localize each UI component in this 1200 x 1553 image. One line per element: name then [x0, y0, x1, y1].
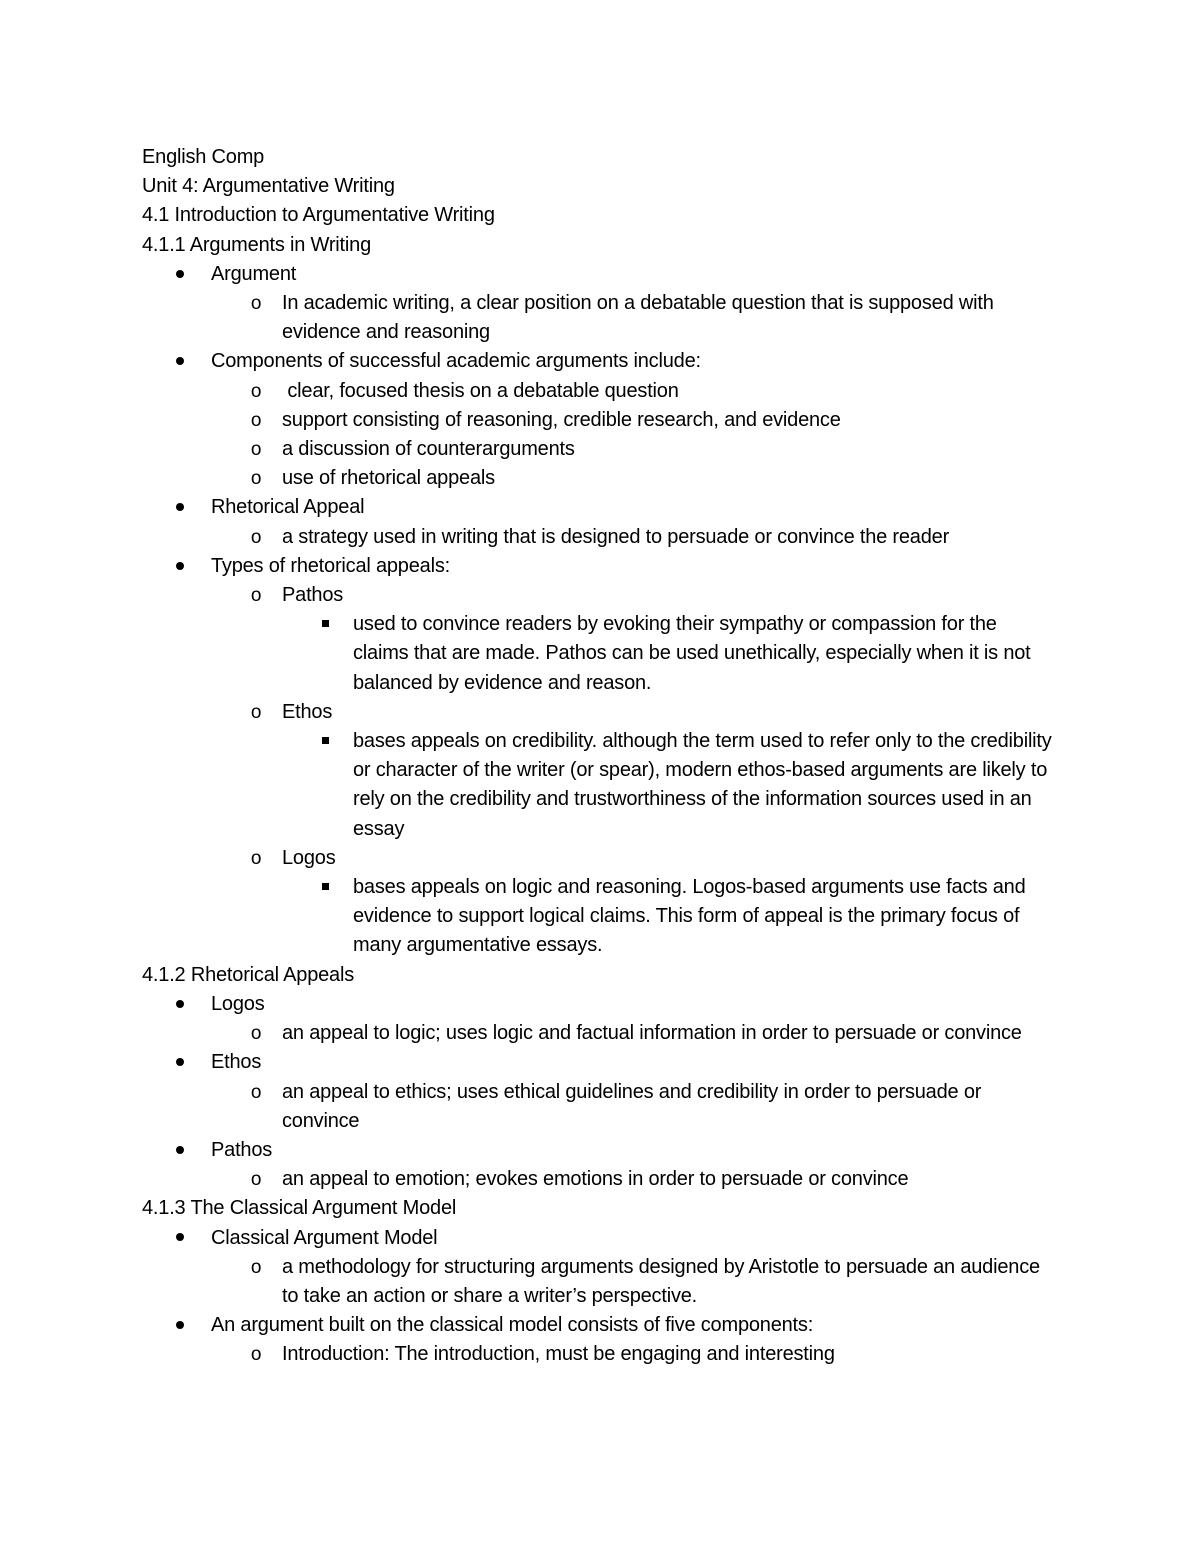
list-item — [142, 464, 1072, 493]
subsection-heading-4-1-3: 4.1.3 The Classical Argument Model — [142, 1197, 457, 1220]
square-bullet-icon — [317, 873, 333, 902]
unit-title: Unit 4: Argumentative Writing — [142, 175, 395, 198]
list-item — [142, 435, 1072, 464]
list-item — [142, 1165, 1072, 1194]
hollow-bullet-icon: o — [250, 380, 262, 402]
term-pathos: Pathos — [211, 1138, 273, 1161]
subsection-heading-4-1-1: 4.1.1 Arguments in Writing — [142, 233, 371, 256]
hollow-bullet-icon: o — [250, 293, 262, 315]
hollow-bullet-icon: o — [250, 439, 262, 461]
hollow-bullet-icon: o — [250, 585, 262, 607]
list-item — [142, 1136, 1072, 1165]
list-item — [142, 1311, 1072, 1340]
hollow-bullet-icon: o — [250, 1344, 262, 1366]
term-ethos: Ethos — [211, 1051, 262, 1074]
list-item — [142, 377, 1072, 406]
bullet-icon — [172, 347, 188, 376]
type-logos: Logos — [282, 846, 336, 869]
component-item: a discussion of counterarguments — [282, 438, 575, 461]
list-item — [142, 844, 1072, 873]
hollow-bullet-icon: o — [250, 1256, 262, 1278]
term-classical-model: Classical Argument Model — [211, 1226, 438, 1249]
component-item: clear, focused thesis on a debatable question — [282, 379, 679, 402]
list-item — [142, 1224, 1072, 1253]
square-bullet-icon — [317, 610, 333, 639]
list-item — [142, 1253, 1072, 1311]
term-argument: Argument — [211, 262, 297, 285]
hollow-bullet-icon: o — [250, 1081, 262, 1103]
type-ethos: Ethos — [282, 700, 333, 723]
list-item — [142, 1048, 1072, 1077]
hollow-bullet-icon: o — [250, 468, 262, 490]
component-item: support consisting of reasoning, credible research, and evidence — [282, 408, 841, 431]
list-item — [142, 260, 1072, 289]
bullet-icon — [172, 552, 188, 581]
bullet-icon — [172, 1224, 188, 1253]
definition-argument: In academic writing, a clear position on a debatable question that is supposed with evidence and reasoning — [282, 292, 994, 344]
definition-logos: an appeal to logic; uses logic and factual information in order to persuade or convince — [282, 1022, 1022, 1045]
classical-components-label: An argument built on the classical model consists of five components: — [211, 1314, 814, 1337]
type-logos-desc: bases appeals on logic and reasoning. Logos-based arguments use facts and evidence to support logical claims. This form of appeal is the primary focus of many argumentative essays. — [353, 876, 1026, 957]
list-item — [142, 1019, 1072, 1048]
hollow-bullet-icon: o — [250, 1169, 262, 1191]
list-item — [142, 727, 1072, 844]
list-item — [142, 1340, 1072, 1369]
hollow-bullet-icon: o — [250, 847, 262, 869]
components-label: Components of successful academic arguments include: — [211, 350, 701, 373]
definition-rhetorical-appeal: a strategy used in writing that is designed to persuade or convince the reader — [282, 525, 950, 548]
type-ethos-desc: bases appeals on credibility. although the term used to refer only to the credibility or character of the writer (or spear), modern ethos-based arguments are likely to rely on the credibility and trustworthiness of the information sources used in an essay — [353, 730, 1052, 840]
hollow-bullet-icon: o — [250, 409, 262, 431]
list-item — [142, 552, 1072, 581]
bullet-icon — [172, 990, 188, 1019]
list-item — [142, 990, 1072, 1019]
list-item — [142, 493, 1072, 522]
list-item — [142, 873, 1072, 961]
hollow-bullet-icon: o — [250, 526, 262, 548]
definition-pathos: an appeal to emotion; evokes emotions in order to persuade or convince — [282, 1168, 909, 1191]
type-pathos: Pathos — [282, 584, 344, 607]
hollow-bullet-icon: o — [250, 1023, 262, 1045]
definition-classical-model: a methodology for structuring arguments designed by Aristotle to persuade an audience to take an action or share a writer’s perspective. — [282, 1255, 1040, 1307]
list-item — [142, 610, 1072, 698]
list-item — [142, 698, 1072, 727]
square-bullet-icon — [317, 727, 333, 756]
classical-component-item: Introduction: The introduction, must be engaging and interesting — [282, 1343, 835, 1366]
bullet-icon — [172, 1311, 188, 1340]
notes-body — [142, 143, 1072, 1370]
list-item — [142, 581, 1072, 610]
term-logos: Logos — [211, 992, 265, 1015]
component-item: use of rhetorical appeals — [282, 467, 495, 490]
bullet-icon — [172, 260, 188, 289]
list-item — [142, 289, 1072, 347]
bullet-icon — [172, 1136, 188, 1165]
type-pathos-desc: used to convince readers by evoking their sympathy or compassion for the claims that are made. Pathos can be used unethically, especially when it is not balanced by evidence and reason. — [353, 613, 1031, 694]
list-item — [142, 1078, 1072, 1136]
list-item — [142, 523, 1072, 552]
hollow-bullet-icon: o — [250, 701, 262, 723]
course-title: English Comp — [142, 146, 265, 168]
term-rhetorical-appeal: Rhetorical Appeal — [211, 496, 365, 519]
section-heading: 4.1 Introduction to Argumentative Writing — [142, 204, 495, 227]
definition-ethos: an appeal to ethics; uses ethical guidelines and credibility in order to persuade or convince — [282, 1080, 982, 1132]
list-item — [142, 406, 1072, 435]
list-item — [142, 347, 1072, 376]
types-label: Types of rhetorical appeals: — [211, 554, 450, 577]
bullet-icon — [172, 1048, 188, 1077]
subsection-heading-4-1-2: 4.1.2 Rhetorical Appeals — [142, 963, 355, 986]
bullet-icon — [172, 493, 188, 522]
